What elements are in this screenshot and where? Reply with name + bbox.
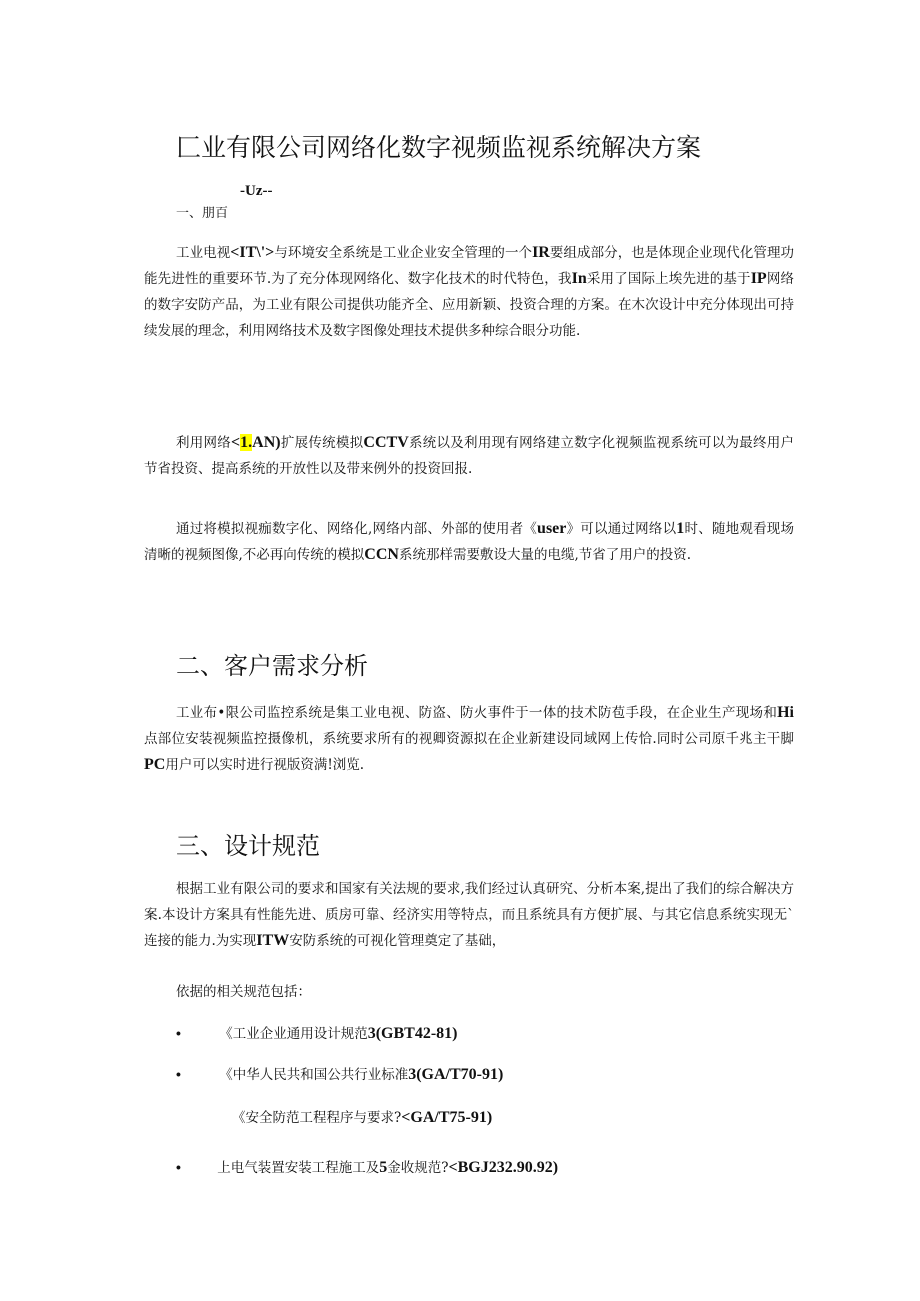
section1-paragraph-3: 通过将模拟视痂数字化、网络化,网络内部、外部的使用者《user》可以通过网络以1时、随地观看现场清晰的视频图像,不必再向传统的模拟CCN系统那样需要敷设大量的电缆,节省了用户的投资. (144, 520, 795, 563)
standard-item-4: • 上电气装置安装工程施工及5金收规范?<BGJ232.90.92) (176, 1159, 559, 1176)
highlighted-text: 1. (240, 434, 253, 451)
standard-item-3: 《安全防范工程程序与要求?<GA/T75-91) (232, 1109, 493, 1126)
subtitle: -Uz-- (240, 183, 273, 199)
bullet-icon: • (176, 1159, 181, 1175)
section2-heading: 二、客户需求分析 (176, 652, 368, 680)
section3-paragraph: 根据工业有限公司的要求和国家有关法规的要求,我们经过认真研究、分析本案,提出了我们的综合解决方案.本设计方案具有性能先进、质房可靠、经济实用等特点，而且系统具有方便扩展、与其它信息系统实现无`连接的能力.为实现ITW安防系统的可视化管理奠定了基础， (144, 881, 794, 949)
section3-heading: 三、设计规范 (176, 832, 320, 860)
standards-intro: 依据的相关规范包括： (176, 984, 311, 1000)
standard-item-1: • 《工业企业通用设计规范3(GBT42-81) (176, 1025, 458, 1042)
section1-heading: 一、朋百 (176, 206, 229, 221)
document-title: 匚业有限公司网络化数字视频监视系统解决方案 (176, 133, 702, 162)
section2-paragraph: 工业布•限公司监控系统是集工业电视、防盗、防火事件于一体的技术防苞手段，在企业生产现场和Hi点部位安装视频监控摄像机，系统要求所有的视卿资源拟在企业新建设同域网上传恰.同时公司原千兆主干脚PC用户可以实时进行视版资满!浏览. (144, 704, 794, 773)
standard-item-2: • 《中华人民共和国公共行业标准3(GA/T70-91) (176, 1066, 504, 1083)
bullet-icon: • (176, 1066, 181, 1082)
bullet-icon: • (176, 1025, 181, 1041)
section1-paragraph-1: 工业电视<IT\'>与环境安全系统是工业企业安全管理的一个IR要组成部分，也是体现企业现代化管理功能先进性的重要环节.为了充分体现网络化、数字化技术的时代特色，我In采用了国际上埃先进的基于IP网络的数字安防产品，为工业有限公司提供功能齐全、应用新颖、投资合理的方案。在木次设计中充分体现出可持续发展的理念，利用网络技术及数字图像处理技术提供多种综合眼分功能. (144, 244, 795, 339)
section1-paragraph-2: 利用网络<1.AN)扩展传统模拟CCTV系统以及利用现有网络建立数字化视频监视系统可以为最终用户节省投资、提高系统的开放性以及带来例外的投资回报. (144, 434, 795, 477)
